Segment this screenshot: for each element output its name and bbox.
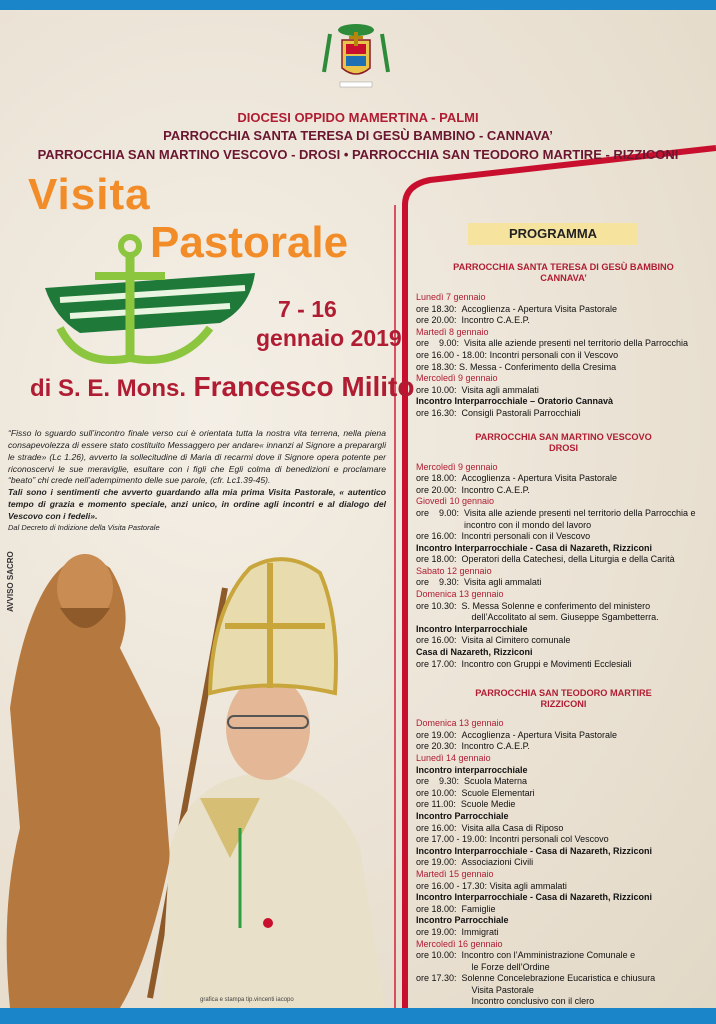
schedule-item [416, 554, 711, 566]
schedule-time: ore 19.00: [416, 729, 462, 740]
schedule-item [416, 577, 711, 589]
schedule-description: Accoglienza - Apertura Visita Pastorale [461, 473, 617, 484]
schedule-item [416, 927, 711, 939]
schedule-description: Solenne Concelebrazione Eucaristica e chiusura Visita Pastorale Incontro conclusivo con il clero [461, 973, 656, 1007]
schedule-description: Incontro C.A.E.P. [461, 315, 530, 326]
schedule-item [416, 904, 711, 916]
schedule-item [416, 473, 711, 485]
schedule-day: Domenica 13 gennaio [416, 718, 504, 729]
schedule-time: ore 11.00: [416, 799, 461, 810]
programme-schedule [416, 258, 711, 1008]
section-title-line-2: DROSI [548, 442, 579, 453]
schedule-description: Visita agli ammalati [489, 880, 567, 891]
schedule-description: Visita alla Casa di Riposo [461, 822, 564, 833]
schedule-time: ore 18.00: [416, 473, 462, 484]
schedule-time: ore 17.30: [416, 973, 462, 984]
schedule-item [416, 601, 711, 624]
schedule-venue: Incontro Interparrocchiale [416, 623, 528, 634]
schedule-time: ore 16.30: [416, 407, 462, 418]
visit-month-year: gennaio 2019 [256, 325, 402, 351]
schedule-day: Lunedì 14 gennaio [416, 753, 491, 763]
visit-dates: 7 - 16 [278, 296, 337, 322]
side-label: AVVISO SACRO [6, 551, 15, 612]
schedule-item [416, 857, 711, 869]
schedule-item [416, 338, 711, 350]
schedule-day: Giovedì 10 gennaio [416, 496, 495, 507]
schedule-time: ore 20.00: [416, 484, 462, 495]
schedule-day: Mercoledì 9 gennaio [416, 461, 498, 472]
schedule-description: Scuole Medie [460, 799, 516, 810]
schedule-description: Accoglienza - Apertura Visita Pastorale [461, 729, 617, 740]
section-title-line-1: PARROCCHIA SANTA TERESA DI GESÙ BAMBINO [453, 262, 674, 272]
schedule-venue: Casa di Nazareth, Rizziconi [416, 647, 533, 658]
schedule-time: ore 9.30: [416, 577, 465, 588]
bishop-and-statue-photo [0, 528, 395, 1008]
schedule-time: ore 18.30: [416, 303, 462, 314]
schedule-item [416, 659, 711, 671]
schedule-time: ore 18.30: [416, 361, 460, 372]
schedule-day: Martedì 15 gennaio [416, 868, 494, 879]
schedule-day: Martedì 8 gennaio [416, 326, 489, 337]
schedule-day: Sabato 12 gennaio [416, 565, 492, 576]
schedule-description: S. Messa - Conferimento della Cresima [459, 361, 617, 372]
schedule-item [416, 881, 711, 893]
schedule-description: Visita al Cimitero comunale [461, 635, 571, 646]
parish-section [416, 432, 711, 671]
schedule-time: ore 10.00: [416, 787, 462, 798]
schedule-time: ore 16.00: [416, 822, 462, 833]
schedule-item [416, 950, 711, 973]
schedule-item [416, 315, 711, 327]
parish-line-2: PARROCCHIA SAN MARTINO VESCOVO - DROSI • PARROCCHIA SAN TEODORO MARTIRE - RIZZICONI [37, 147, 679, 162]
schedule-time: ore 17.00 - 19.00: [416, 834, 490, 845]
decree-quote [8, 428, 386, 533]
schedule-description: Visita alle aziende presenti nel territorio della Parrocchia [464, 338, 688, 349]
schedule-item [416, 973, 711, 1008]
parish-section-title [416, 432, 711, 454]
bishop-prefix: di S. E. Mons. [30, 375, 187, 402]
schedule-description: Consigli Pastorali Parrocchiali [461, 407, 581, 418]
schedule-venue: Incontro Interparrocchiale - Casa di Nazareth, Rizziconi [416, 542, 653, 553]
schedule-item [416, 799, 711, 811]
schedule-description: Associazioni Civili [461, 857, 534, 868]
schedule-description: Immigrati [461, 926, 499, 937]
schedule-time: ore 10.30: [416, 600, 462, 611]
schedule-time: ore 16.00 - 18.00: [416, 349, 490, 360]
schedule-time: ore 16.00: [416, 531, 462, 542]
schedule-item [416, 304, 711, 316]
title-pastorale: Pastorale [150, 218, 349, 267]
schedule-description: Incontro C.A.E.P. [461, 484, 530, 495]
schedule-description: S. Messa Solenne e conferimento del ministero dell’Accolitato al sem. Giuseppe Sgambetterra. [461, 600, 659, 623]
schedule-description: Scuole Elementari [461, 787, 535, 798]
schedule-time: ore 19.00: [416, 926, 462, 937]
schedule-description: Visita alle aziende presenti nel territorio della Parrocchia e incontro con il mondo del lavoro [464, 507, 696, 530]
schedule-venue: Incontro interparrocchiale [416, 764, 528, 775]
schedule-time: ore 18.00: [416, 903, 462, 914]
schedule-day: Mercoledì 9 gennaio [416, 373, 498, 384]
schedule-time: ore 9.00: [416, 507, 465, 518]
schedule-description: Incontri personali con il Vescovo [461, 531, 591, 542]
parish-section [416, 262, 711, 420]
schedule-day: Mercoledì 16 gennaio [416, 938, 503, 949]
schedule-time: ore 9.30: [416, 776, 465, 787]
schedule-time: ore 9.00: [416, 338, 465, 349]
schedule-venue: Incontro Interparrocchiale - Casa di Nazareth, Rizziconi [416, 892, 653, 903]
schedule-venue: Incontro Parrocchiale [416, 810, 509, 821]
schedule-item [416, 508, 711, 531]
schedule-item [416, 730, 711, 742]
schedule-description: Incontro con l’Amministrazione Comunale e le Forze dell’Ordine [461, 950, 636, 972]
section-title-line-2: RIZZICONI [540, 699, 587, 710]
schedule-time: ore 16.00 - 17.30: [416, 880, 490, 891]
parish-section-title [416, 688, 711, 710]
episcopal-coat-of-arms-icon [320, 22, 392, 92]
schedule-item [416, 776, 711, 788]
schedule-description: Scuola Materna [464, 776, 528, 787]
schedule-item [416, 788, 711, 800]
schedule-description: Famiglie [461, 903, 496, 914]
schedule-time: ore 19.00: [416, 857, 462, 868]
schedule-day: Lunedì 7 gennaio [416, 292, 486, 302]
schedule-time: ore 17.00: [416, 658, 462, 669]
schedule-item [416, 385, 711, 397]
programma-heading: PROGRAMMA [468, 223, 638, 245]
quote-text: “Fisso lo sguardo sull’incontro finale verso cui è orientata tutta la nostra vita terrena, nella piena consapevolezza di essere stato costituito Messaggero per andare« innanzi al Signore a preparargli le strade» (Lc 1.26), avverto la sollecitudine di Maria di recarmi dove il Signore opera potente per riconoscervi le sue meraviglie, esultare con i figli che Egli colma di benedizioni e proclamare “beato” chi crede nell’adempimento delle sue parole, (cfr. Lc1.39-45). [8, 428, 386, 486]
title-visita: Visita [28, 170, 151, 219]
schedule-item [416, 485, 711, 497]
schedule-description: Operatori della Catechesi, della Liturgia e della Carità [461, 554, 675, 565]
bottom-border [0, 1008, 716, 1024]
schedule-description: Incontri personali con il Vescovo [489, 349, 619, 360]
schedule-item [416, 741, 711, 753]
schedule-item [416, 408, 711, 420]
schedule-description: Visita agli ammalati [461, 384, 539, 395]
schedule-day: Domenica 13 gennaio [416, 589, 504, 600]
schedule-description: Incontro C.A.E.P. [461, 741, 530, 752]
parish-section [416, 688, 711, 1008]
schedule-description: Incontri personali col Vescovo [489, 834, 609, 845]
schedule-item [416, 362, 711, 374]
section-title-line-1: PARROCCHIA SAN MARTINO VESCOVO [475, 431, 652, 442]
printer-credits: grafica e stampa tip.vincenti iacopo [200, 997, 294, 1003]
schedule-time: ore 18.00: [416, 554, 462, 565]
schedule-venue: Incontro Parrocchiale [416, 915, 509, 926]
schedule-item [416, 531, 711, 543]
parish-line-1: PARROCCHIA SANTA TERESA DI GESÙ BAMBINO - CANNAVA’ [163, 128, 553, 143]
schedule-item [416, 823, 711, 835]
schedule-time: ore 10.00: [416, 384, 462, 395]
schedule-item [416, 635, 711, 647]
schedule-time: ore 20.30: [416, 741, 462, 752]
quote-text-2: Tali sono i sentimenti che avverto guardando alla mia prima Visita Pastorale, « autentico tempo di grazia e momento speciale, anzi unico, in ordine agli incontri e al dialogo del Vescovo con i fedeli». [8, 487, 386, 522]
schedule-description: Visita agli ammalati [464, 577, 542, 588]
schedule-description: Incontro con Gruppi e Movimenti Ecclesiali [461, 658, 632, 669]
schedule-item [416, 350, 711, 362]
bishop-name: Francesco Milito [193, 371, 415, 402]
diocese-name: DIOCESI OPPIDO MAMERTINA - PALMI [237, 110, 479, 125]
quote-source: Dal Decreto di Indizione della Visita Pastorale [8, 522, 160, 532]
parish-section-title [416, 262, 711, 284]
schedule-venue: Incontro Interparrocchiale - Casa di Nazareth, Rizziconi [416, 845, 653, 856]
schedule-item [416, 834, 711, 846]
schedule-venue: Incontro Interparrocchiale – Oratorio Cannavà [416, 396, 614, 407]
section-title-line-2: CANNAVA’ [540, 273, 587, 283]
bishop-title [30, 371, 414, 403]
section-title-line-1: PARROCCHIA SAN TEODORO MARTIRE [475, 688, 652, 699]
schedule-description: Accoglienza - Apertura Visita Pastorale [461, 303, 617, 314]
schedule-time: ore 16.00: [416, 635, 462, 646]
schedule-time: ore 10.00: [416, 950, 462, 961]
schedule-time: ore 20.00: [416, 315, 462, 326]
